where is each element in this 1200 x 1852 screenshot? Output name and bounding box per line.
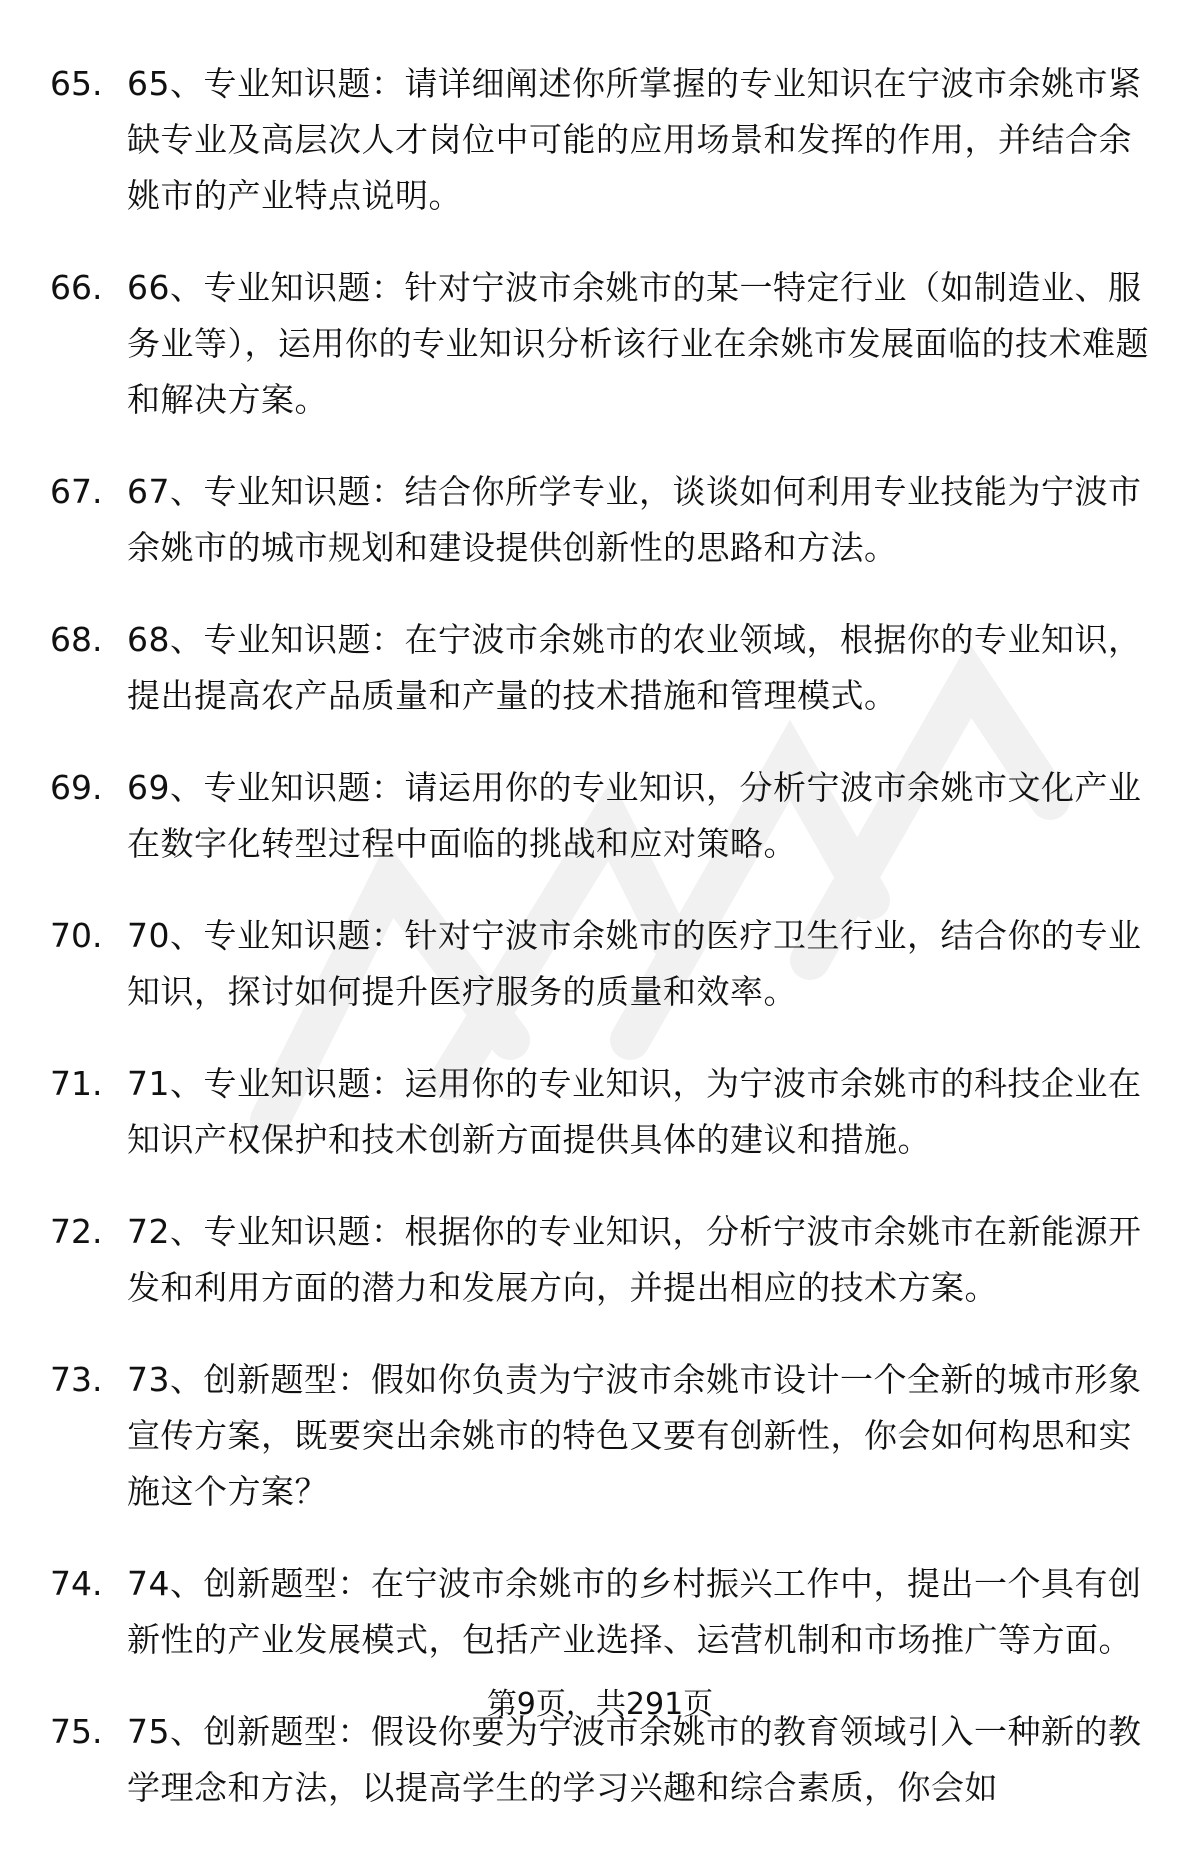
question-item [50,464,1160,576]
question-text: 68、专业知识题：在宁波市余姚市的农业领域，根据你的专业知识，提出提高农产品质量和产量的技术措施和管理模式。 [127,620,1142,715]
question-list [50,56,1160,1852]
question-number: 73. [50,1360,103,1399]
question-text: 70、专业知识题：针对宁波市余姚市的医疗卫生行业，结合你的专业知识，探讨如何提升医疗服务的质量和效率。 [127,916,1142,1011]
question-number: 72. [50,1212,103,1251]
question-number: 75. [50,1712,103,1751]
question-item [50,1204,1160,1316]
question-text: 74、创新题型：在宁波市余姚市的乡村振兴工作中，提出一个具有创新性的产业发展模式，包括产业选择、运营机制和市场推广等方面。 [127,1564,1142,1659]
question-text: 65、专业知识题：请详细阐述你所掌握的专业知识在宁波市余姚市紧缺专业及高层次人才岗位中可能的应用场景和发挥的作用，并结合余姚市的产业特点说明。 [127,64,1142,215]
question-item [50,1056,1160,1168]
question-text: 71、专业知识题：运用你的专业知识，为宁波市余姚市的科技企业在知识产权保护和技术创新方面提供具体的建议和措施。 [127,1064,1142,1159]
question-number: 66. [50,268,103,307]
question-number: 68. [50,620,103,659]
question-text: 72、专业知识题：根据你的专业知识，分析宁波市余姚市在新能源开发和利用方面的潜力和发展方向，并提出相应的技术方案。 [127,1212,1142,1307]
question-text: 66、专业知识题：针对宁波市余姚市的某一特定行业（如制造业、服务业等），运用你的专业知识分析该行业在余姚市发展面临的技术难题和解决方案。 [127,268,1149,419]
question-text: 73、创新题型：假如你负责为宁波市余姚市设计一个全新的城市形象宣传方案，既要突出余姚市的特色又要有创新性，你会如何构思和实施这个方案？ [127,1360,1142,1511]
question-item [50,1556,1160,1668]
question-item [50,56,1160,224]
question-number: 69. [50,768,103,807]
question-number: 70. [50,916,103,955]
question-number: 65. [50,64,103,103]
question-text: 69、专业知识题：请运用你的专业知识，分析宁波市余姚市文化产业在数字化转型过程中面临的挑战和应对策略。 [127,768,1142,863]
page-number: 第9页，共291页 [486,1687,714,1722]
question-text: 75、创新题型：假设你要为宁波市余姚市的教育领域引入一种新的教学理念和方法，以提高学生的学习兴趣和综合素质，你会如 [127,1712,1142,1807]
question-item [50,260,1160,428]
question-number: 71. [50,1064,103,1103]
question-item [50,612,1160,724]
question-number: 67. [50,472,103,511]
question-item [50,760,1160,872]
question-item [50,908,1160,1020]
question-number: 74. [50,1564,103,1603]
question-item [50,1352,1160,1520]
question-text: 67、专业知识题：结合你所学专业，谈谈如何利用专业技能为宁波市余姚市的城市规划和建设提供创新性的思路和方法。 [127,472,1142,567]
